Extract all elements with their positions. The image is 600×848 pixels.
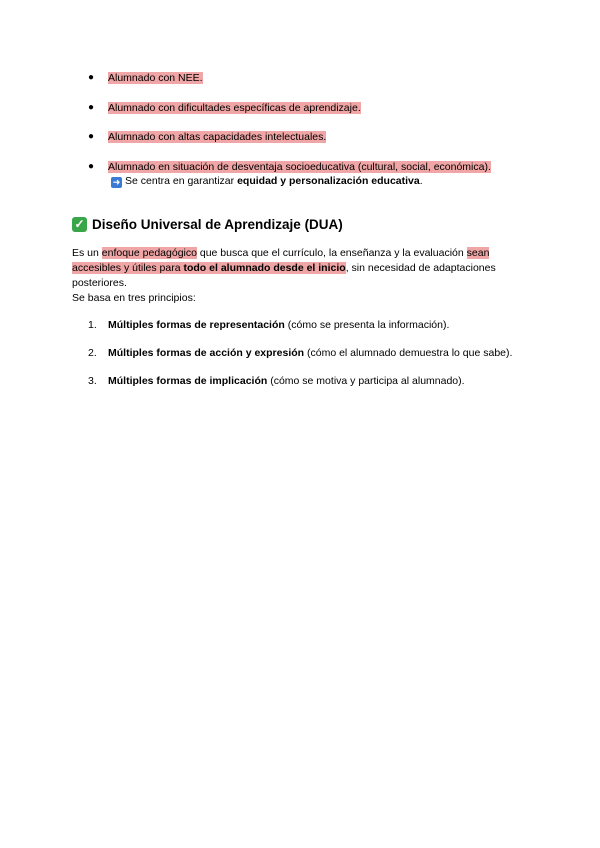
target-groups-list [88,71,528,203]
bullet-note-suffix: . [419,174,423,187]
principle-desc: (cómo se motiva y participa al alumnado). [267,375,465,387]
bullet-icon: ● [88,101,95,113]
list-item-text: Alumnado con NEE. [108,72,203,84]
principle-title: Múltiples formas de representación [108,319,285,331]
principle-title: Múltiples formas de acción y expresión [108,347,305,359]
bullet-note-bold: equidad y personalización educativa [237,174,420,187]
principle-desc: (cómo se presenta la información). [284,319,450,331]
bullet-icon: ● [88,131,95,142]
right-arrow-icon: ➜ [112,176,121,187]
intro-text: que busca que el currículo, la enseñanza y la evaluación [196,247,467,259]
intro-text: , sin necesidad de adaptaciones posteriores. [72,262,496,289]
principles-list [88,318,518,402]
list-item [88,71,528,85]
list-number: 3. [88,375,97,387]
list-item-text: Alumnado en situación de desventaja socioeducativa (cultural, social, económica). [108,160,491,173]
list-item [88,160,528,188]
list-item-text: Alumnado con altas capacidades intelectuales. [108,131,327,143]
principle-title: Múltiples formas de implicación [108,375,268,387]
list-number: 2. [88,347,97,359]
bullet-note-prefix: Se centra en garantizar [125,174,238,187]
section-heading [72,217,343,232]
bullet-icon: ● [88,72,95,83]
check-mark-icon: ✓ [72,217,87,232]
bullet-icon: ● [88,160,95,172]
intro-highlight: enfoque pedagógico [101,247,197,259]
intro-text: Es un [72,247,102,259]
list-item [88,101,528,115]
list-item-text: Alumnado con dificultades específicas de aprendizaje. [108,101,361,114]
section-title: Diseño Universal de Aprendizaje (DUA) [92,217,343,232]
principle-desc: (cómo el alumnado demuestra lo que sabe). [304,347,513,359]
intro-highlight-bold: todo el alumnado desde el inicio [183,262,346,274]
intro-paragraph [72,246,532,291]
intro-highlight: sean accesibles y útiles para [72,247,490,274]
list-item [88,346,518,361]
principles-intro: Se basa en tres principios: [72,292,196,304]
list-item [88,130,528,144]
bullet-note [111,174,528,188]
list-number: 1. [88,319,97,331]
list-item [88,374,518,389]
list-item [88,318,518,333]
